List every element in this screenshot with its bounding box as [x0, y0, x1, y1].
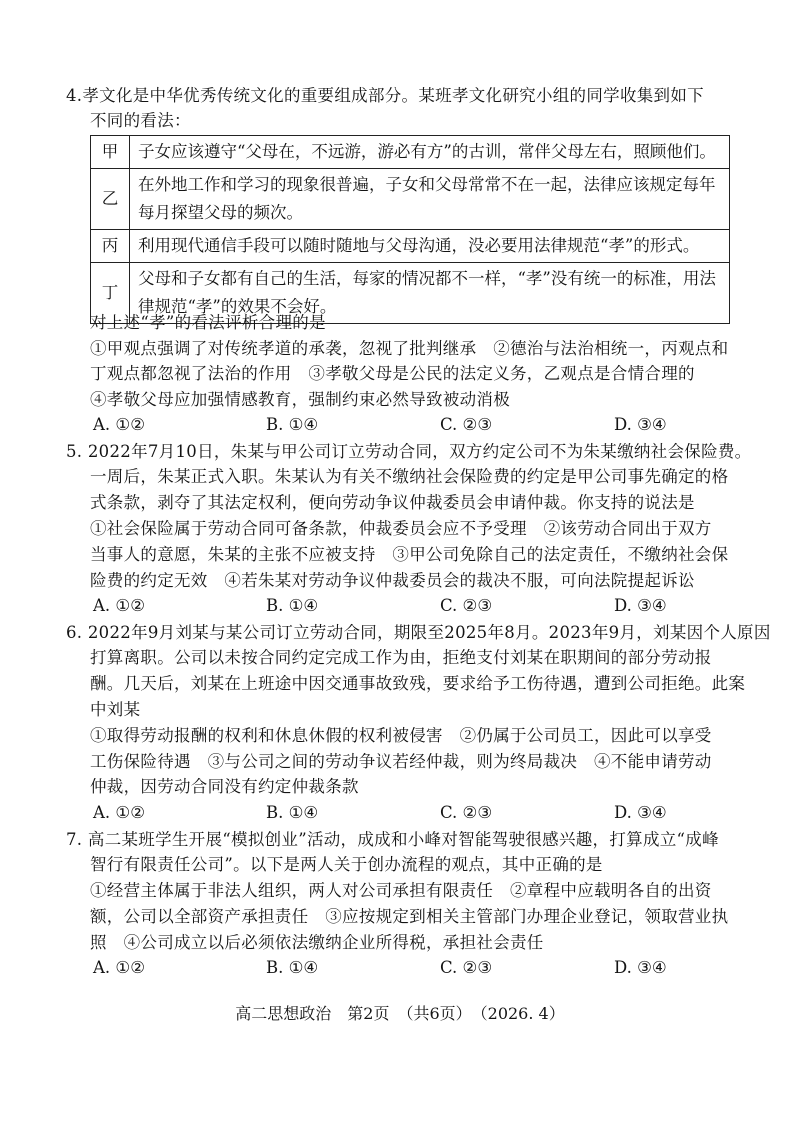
q5-option-d: D. ③④	[614, 596, 667, 615]
q7-option-d: D. ③④	[614, 958, 667, 977]
q6-option-c: C. ②③	[440, 803, 493, 822]
view-label: 甲	[91, 136, 130, 169]
q6-line: 仲裁，因劳动合同没有约定仲裁条款	[90, 777, 359, 796]
q6-option-a: A. ①②	[93, 803, 145, 822]
q5-option-c: C. ②③	[440, 596, 493, 615]
q7-line: 智行有限责任公司”。以下是两人关于创办流程的观点，其中正确的是	[90, 855, 603, 874]
q7-line: 照 ④公司成立以后必须依法缴纳企业所得税，承担社会责任	[90, 933, 544, 952]
q5-line: 5. 2022年7月10日，朱某与甲公司订立劳动合同，双方约定公司不为朱某缴纳社会保险费。	[66, 442, 752, 461]
q4-body-line: 对上述“孝”的看法评析合理的是	[90, 313, 326, 332]
q7-line: 额，公司以全部资产承担责任 ③应按规定到相关主管部门办理企业登记，领取营业执	[90, 907, 729, 926]
q6-line: ①取得劳动报酬的权利和休息休假的权利被侵害 ②仍属于公司员工，因此可以享受	[90, 726, 712, 745]
q6-line: 工伤保险待遇 ③与公司之间的劳动争议若经仲裁，则为终局裁决 ④不能申请劳动	[90, 752, 712, 771]
q4-body-line: ①甲观点强调了对传统孝道的承袭，忽视了批判继承 ②德治与法治相统一，丙观点和	[90, 339, 729, 358]
q7-option-c: C. ②③	[440, 958, 493, 977]
q5-line: 一周后，朱某正式入职。朱某认为有关不缴纳社会保险费的约定是甲公司事先确定的格	[90, 467, 729, 486]
view-text-line: 利用现代通信手段可以随时随地与父母沟通，没必要用法律规范“孝”的形式。	[138, 236, 700, 255]
q6-line: 6. 2022年9月刘某与某公司订立劳动合同，期限至2025年8月。2023年9月，刘某因个人原因	[66, 623, 771, 642]
q4-views-table	[90, 135, 730, 324]
q7-option-b: B. ①④	[266, 958, 319, 977]
q6-option-d: D. ③④	[614, 803, 667, 822]
q6-line: 中刘某	[90, 700, 141, 719]
q4-option-c: C. ②③	[440, 415, 493, 434]
view-text	[130, 136, 730, 169]
q4-option-a: A. ①②	[93, 415, 145, 434]
q5-option-b: B. ①④	[266, 596, 319, 615]
q7-option-a: A. ①②	[93, 958, 145, 977]
q7-line: 7. 高二某班学生开展“模拟创业”活动，成成和小峰对智能驾驶很感兴趣，打算成立“成峰	[66, 830, 719, 849]
view-text-line: 每月探望父母的频次。	[138, 203, 303, 222]
view-text	[130, 230, 730, 263]
q4-stem-line-2: 不同的看法：	[90, 111, 191, 130]
view-text-line: 在外地工作和学习的现象很普遍，子女和父母常常不在一起，法律应该规定每年	[138, 175, 716, 194]
page-footer: 高二思想政治 第2页 （共6页） （2026. 4）	[235, 1004, 565, 1023]
table-row	[91, 169, 730, 230]
view-text	[130, 169, 730, 230]
view-text-line: 子女应该遵守“父母在，不远游，游必有方”的古训，常伴父母左右，照顾他们。	[138, 142, 716, 161]
q5-line: 险费的约定无效 ④若朱某对劳动争议仲裁委员会的裁决不服，可向法院提起诉讼	[90, 571, 695, 590]
q4-option-b: B. ①④	[266, 415, 319, 434]
q4-body-line: ④孝敬父母应加强情感教育，强制约束必然导致被动消极	[90, 390, 510, 409]
q4-stem-line-1: 4.孝文化是中华优秀传统文化的重要组成部分。某班孝文化研究小组的同学收集到如下	[66, 86, 704, 105]
q5-line: 式条款，剥夺了其法定权利，便向劳动争议仲裁委员会申请仲裁。你支持的说法是	[90, 493, 695, 512]
q6-line: 打算离职。公司以未按合同约定完成工作为由，拒绝支付刘某在职期间的部分劳动报	[90, 648, 712, 667]
q7-line: ①经营主体属于非法人组织，两人对公司承担有限责任 ②章程中应载明各自的出资	[90, 881, 712, 900]
view-text-line: 父母和子女都有自己的生活，每家的情况都不一样，“孝”没有统一的标准，用法	[138, 269, 716, 288]
q6-line: 酬。几天后，刘某在上班途中因交通事故致残，要求给予工伤待遇，遭到公司拒绝。此案	[90, 674, 746, 693]
view-label: 丁	[91, 263, 130, 324]
q5-line: ①社会保险属于劳动合同可备条款，仲裁委员会应不予受理 ②该劳动合同出于双方	[90, 519, 712, 538]
q6-option-b: B. ①④	[266, 803, 319, 822]
view-text-line: 律规范“孝”的效果不会好。	[138, 297, 337, 316]
table-row	[91, 230, 730, 263]
view-label: 乙	[91, 169, 130, 230]
q4-body-line: 丁观点都忽视了法治的作用 ③孝敬父母是公民的法定义务，乙观点是合情合理的	[90, 364, 695, 383]
q5-option-a: A. ①②	[93, 596, 145, 615]
table-row	[91, 136, 730, 169]
q4-option-d: D. ③④	[614, 415, 667, 434]
view-label: 丙	[91, 230, 130, 263]
q5-line: 当事人的意愿，朱某的主张不应被支持 ③甲公司免除自己的法定责任，不缴纳社会保	[90, 545, 729, 564]
